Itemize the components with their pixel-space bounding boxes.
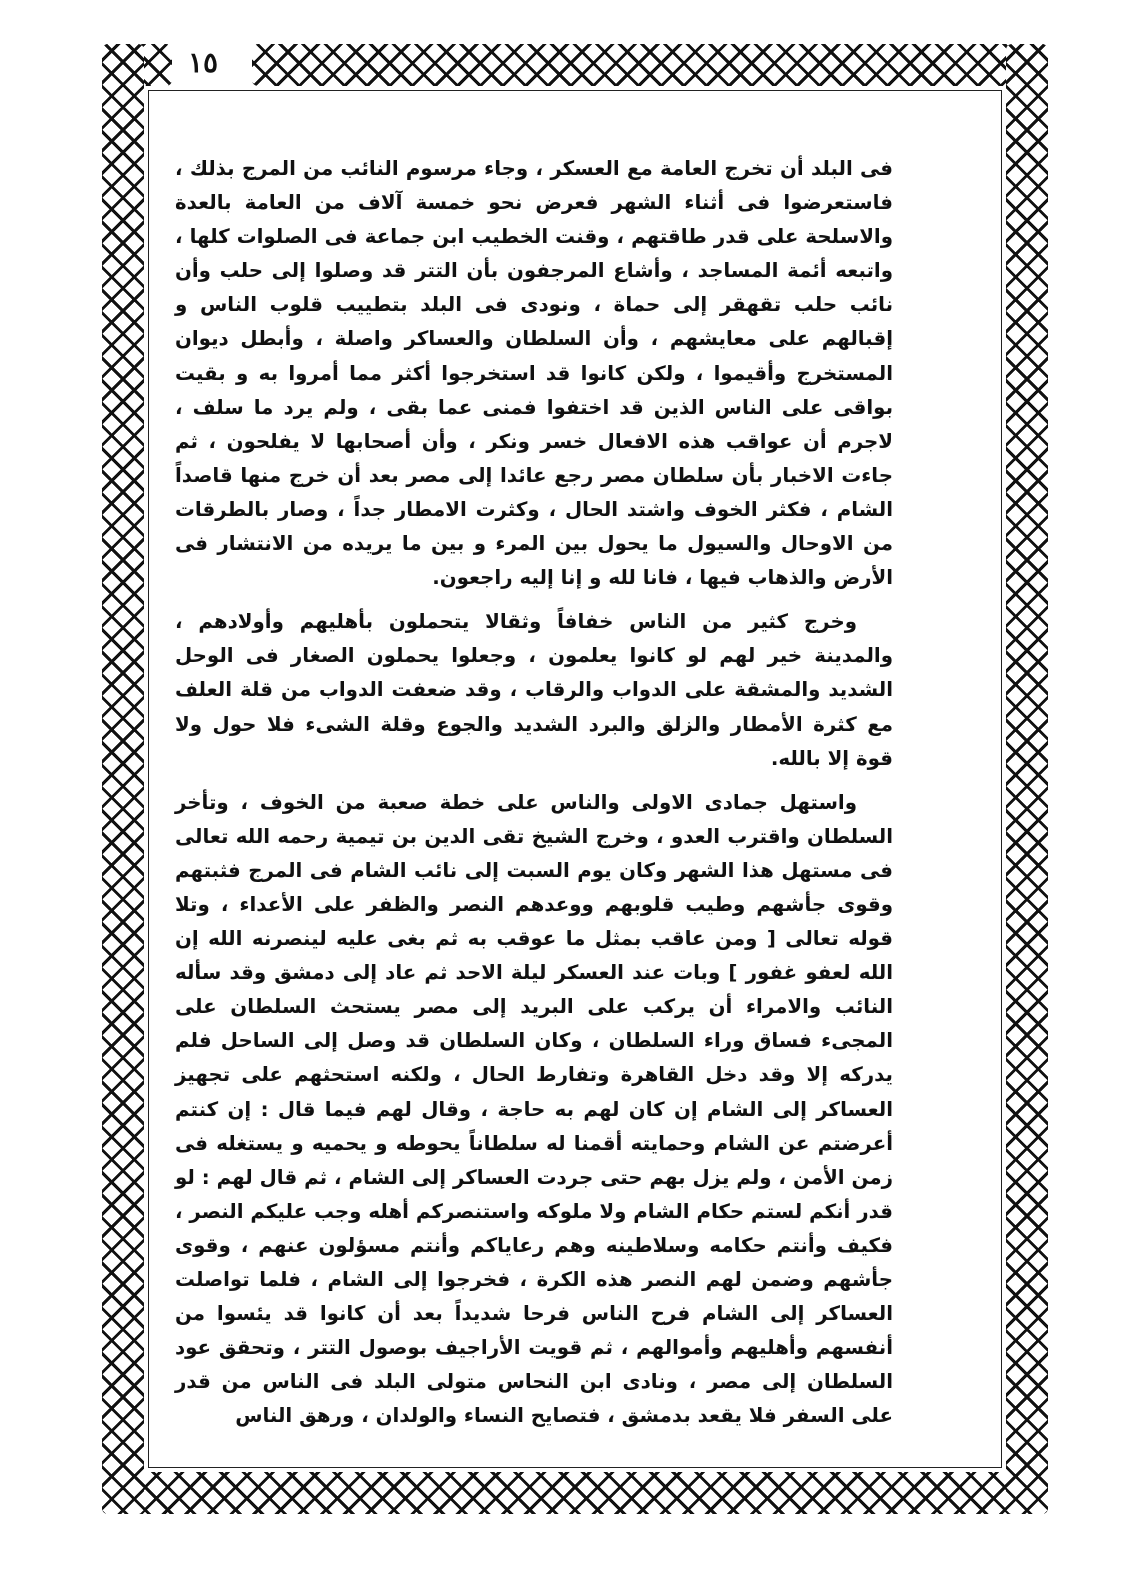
border-top-ornament	[252, 44, 1048, 86]
border-left-ornament	[102, 44, 144, 1514]
paragraph-3: واستهل جمادى الاولى والناس على خطة صعبة من الخوف ، وتأخر السلطان واقترب العدو ، وخرج الشيخ تقى الدين بن تيمية رحمه الله تعالى فى مستهل هذا الشهر وكان يوم السبت إلى نائب الشام فى المرج فثبتهم وقوى جأشهم وطيب قلوبهم ووعدهم النصر والظفر على الأعداء ، وتلا قوله تعالى [ ومن عاقب بمثل ما عوقب به ثم بغى عليه لينصرنه الله إن الله لعفو غفور ] وبات عند العسكر ليلة الاحد ثم عاد إلى دمشق وقد سأله النائب والامراء أن يركب على البريد إلى مصر يستحث السلطان على المجىء فساق وراء السلطان ، وكان السلطان قد وصل إلى الساحل فلم يدركه إلا وقد دخل القاهرة وتفارط الحال ، ولكنه استحثهم على تجهيز العساكر إلى الشام إن كان لهم به حاجة ، وقال لهم فيما قال : إن كنتم أعرضتم عن الشام وحمايته أقمنا له سلطاناً يحوطه و يحميه و يستغله فى زمن الأمن ، ولم يزل بهم حتى جردت العساكر إلى الشام ، ثم قال لهم : لو قدر أنكم لستم حكام الشام ولا ملوكه واستنصركم أهله وجب عليكم النصر ، فكيف وأنتم حكامه وسلاطينه وهم رعاياكم وأنتم مسؤلون عنهم ، وقوى جأشهم وضمن لهم النصر هذه الكرة ، فخرجوا إلى الشام ، فلما تواصلت العساكر إلى الشام فرح الناس فرحا شديداً بعد أن كانوا قد يئسوا من أنفسهم وأهليهم وأموالهم ، ثم قويت الأراجيف بوصول التتر ، وتحقق عود السلطان إلى مصر ، ونادى ابن النحاس متولى البلد فى الناس من قدر على السفر فلا يقعد بدمشق ، فتصايح النساء والولدان ، ورهق الناس	[175, 790, 893, 1428]
border-right-ornament	[1006, 44, 1048, 1514]
document-body	[175, 152, 893, 1443]
page-number: ١٥	[188, 46, 219, 79]
paragraph-2: وخرج كثير من الناس خفافاً وثقالا يتحملون بأهليهم وأولادهم ، والمدينة خير لهم لو كانوا يعلمون ، وجعلوا يحملون الصغار فى الوحل الشديد والمشقة على الدواب والرقاب ، وقد ضعفت الدواب من قلة العلف مع كثرة الأمطار والزلق والبرد الشديد والجوع وقلة الشىء فلا حول ولا قوة إلا بالله.	[175, 610, 893, 770]
paragraph-1: فى البلد أن تخرج العامة مع العسكر ، وجاء مرسوم النائب من المرج بذلك ، فاستعرضوا فى أثناء الشهر فعرض نحو خمسة آلاف من العامة بالعدة والاسلحة على قدر طاقتهم ، وقنت الخطيب ابن جماعة فى الصلوات كلها ، واتبعه أئمة المساجد ، وأشاع المرجفون بأن التتر قد وصلوا إلى حلب وأن نائب حلب تقهقر إلى حماة ، ونودى فى البلد بتطييب قلوب الناس و إقبالهم على معايشهم ، وأن السلطان والعساكر واصلة ، وأبطل ديوان المستخرج وأقيموا ، ولكن كانوا قد استخرجوا أكثر مما أمروا به و بقيت بواقى على الناس الذين قد اختفوا فمنى عما بقى ، ولم يرد ما سلف ، لاجرم أن عواقب هذه الافعال خسر ونكر ، وأن أصحابها لا يفلحون ، ثم جاءت الاخبار بأن سلطان مصر رجع عائدا إلى مصر بعد أن خرج منها قاصداً الشام ، فكثر الخوف واشتد الحال ، وكثرت الامطار جداً ، وصار بالطرقات من الاوحال والسيول ما يحول بين المرء و بين ما يريده من الانتشار فى الأرض والذهاب فيها ، فانا لله و إنا إليه راجعون.	[175, 157, 893, 590]
border-bottom-ornament	[102, 1472, 1048, 1514]
